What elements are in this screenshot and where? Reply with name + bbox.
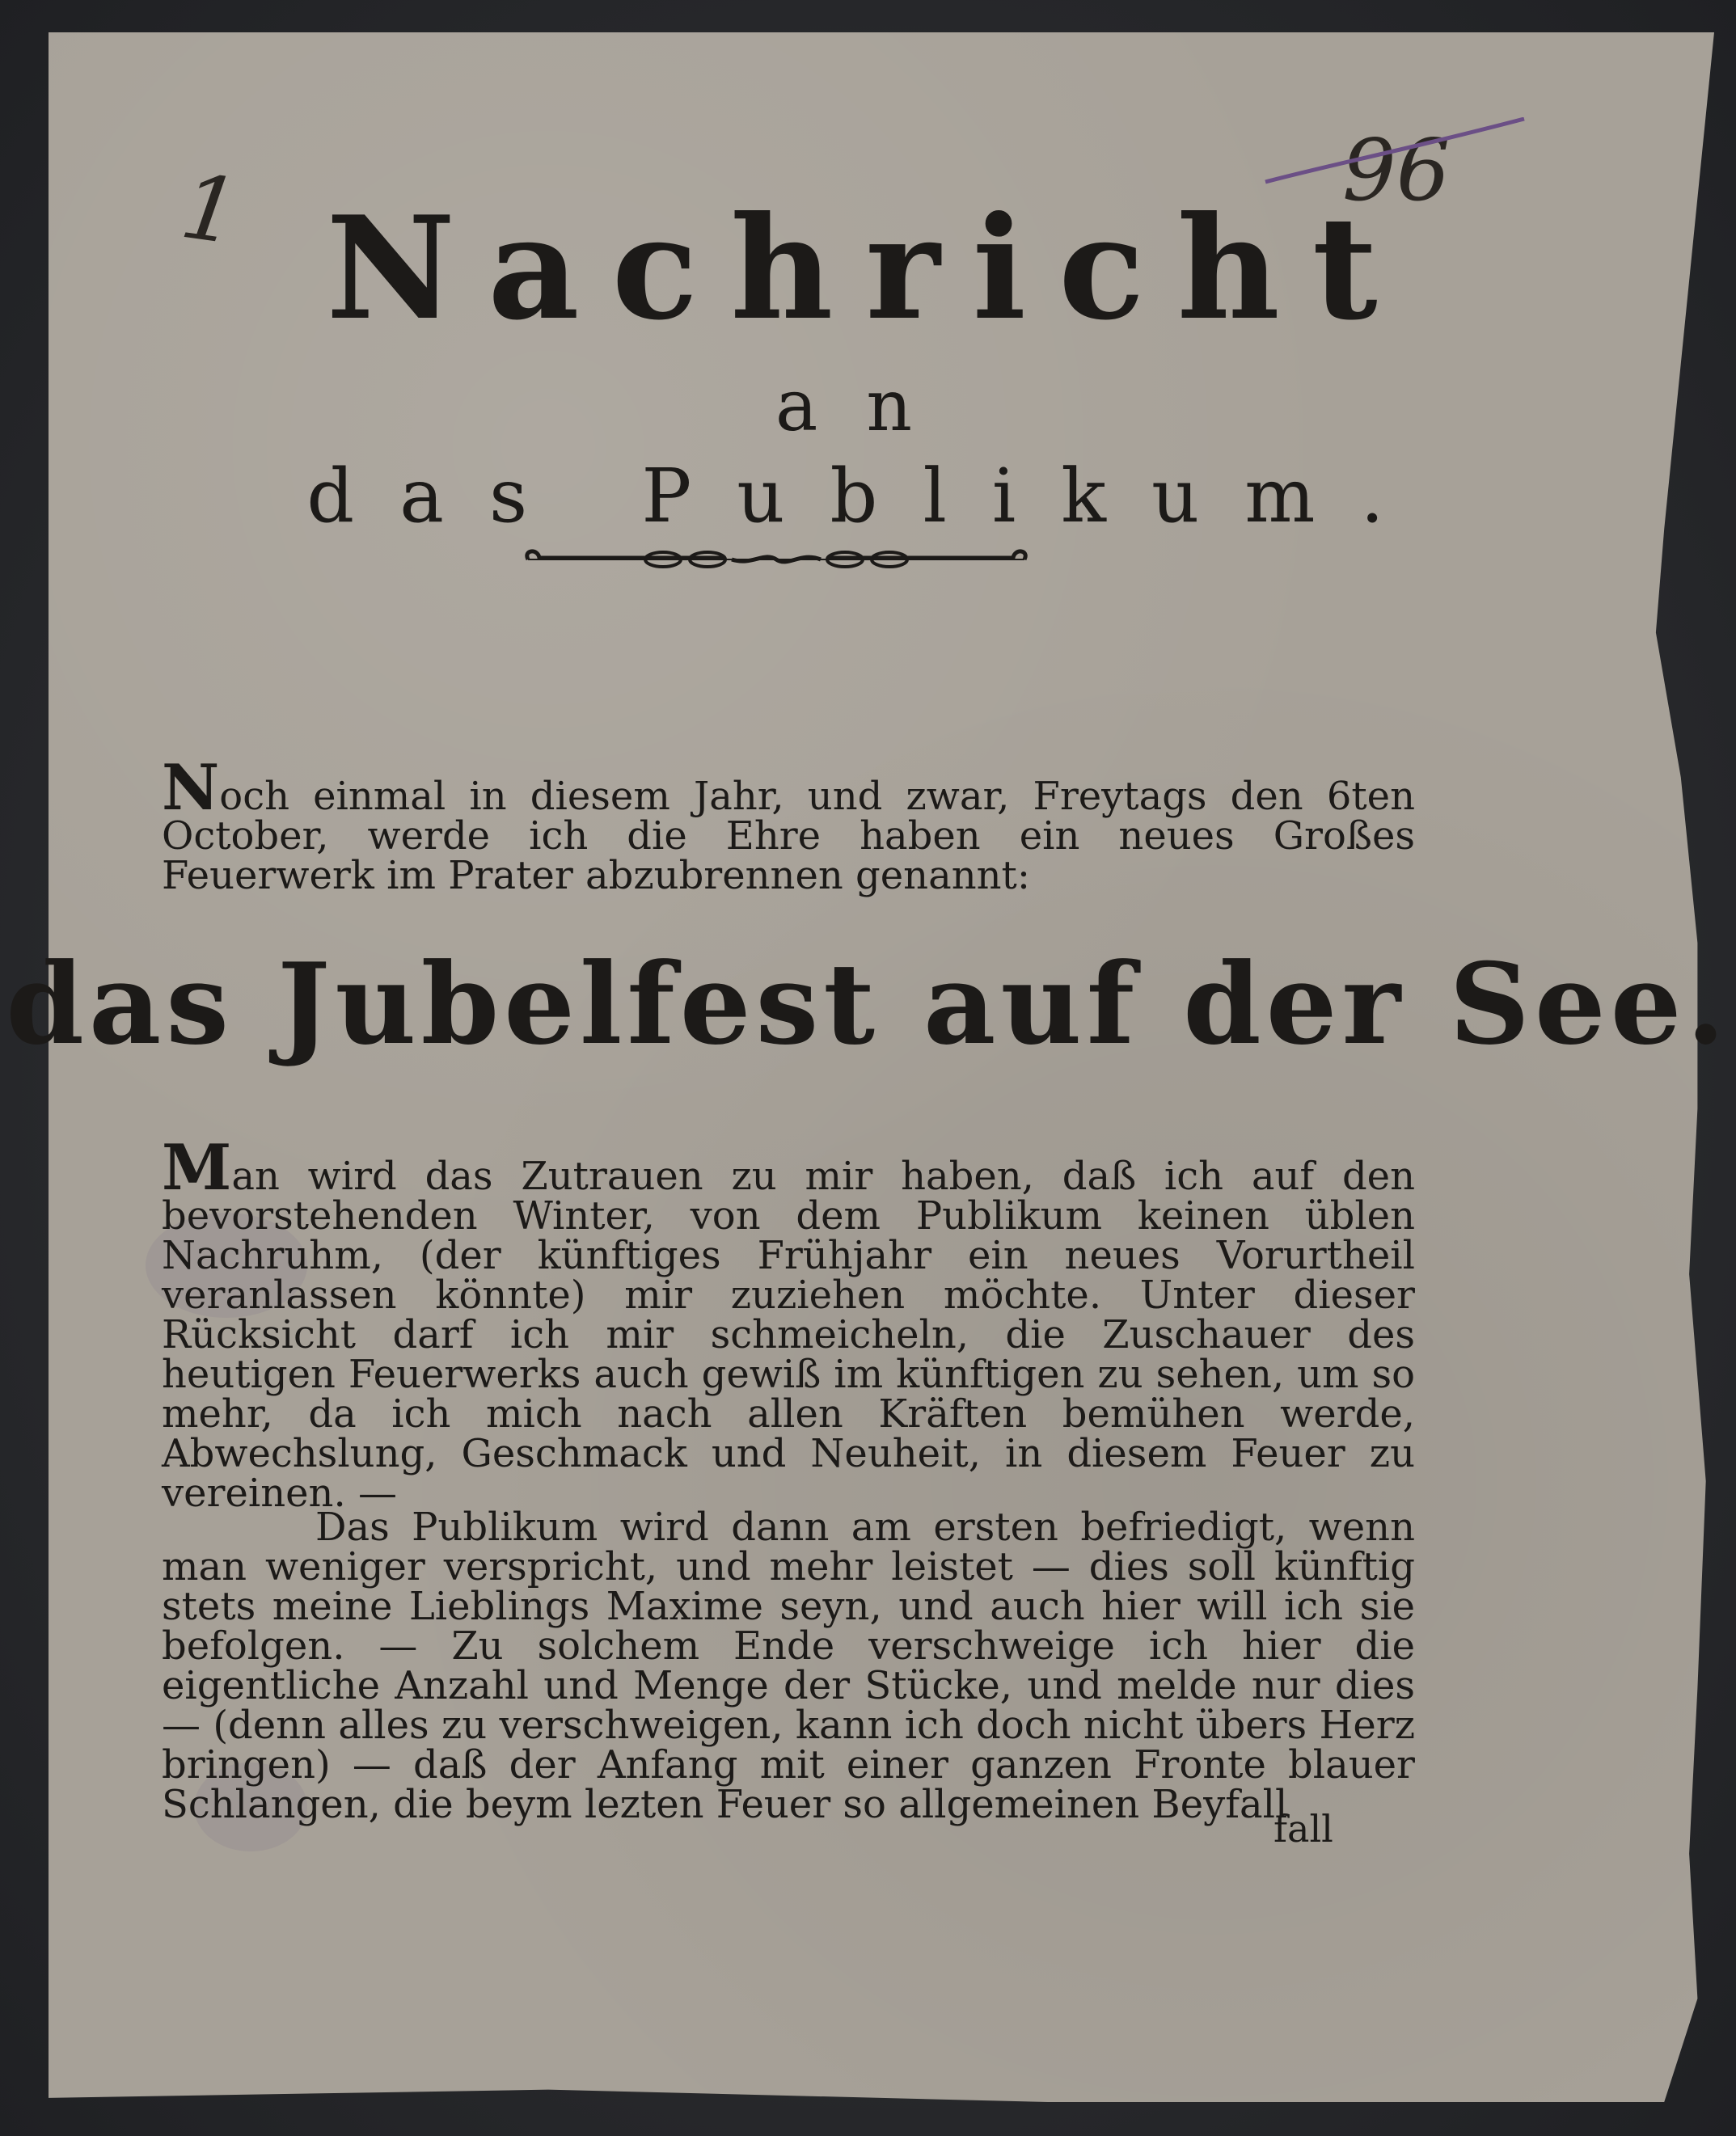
catchword: fall xyxy=(1273,1807,1333,1851)
body-paragraph: Das Publikum wird dann am ersten befriedigt, wenn man weniger verspricht, und mehr leistet — dies soll künftig stets meine Lieblings Maxime seyn, und auch hier will ich sie befolgen. — Zu solchem Ende verschweige ich hier die eigentliche Anzahl und Menge der Stücke, und melde nur dies — (denn alles zu verschweigen, kann ich doch nicht übers Herz bringen) — daß der Anfang mit einer ganzen Fronte blauer Schlangen, die beym lezten Feuer so allgemeinen Beyfall xyxy=(162,1505,1415,1827)
body-paragraph xyxy=(162,1131,1415,1516)
ornamental-divider xyxy=(522,542,1031,577)
catalog-number: 96 xyxy=(1342,121,1451,220)
dropcap: M xyxy=(162,1131,232,1205)
page-number: 1 xyxy=(175,154,246,265)
paragraph-text: an wird das Zutrauen zu mir haben, daß ich auf den bevorstehenden Winter, von dem Publikum keinen üblen Nachruhm, (der künftiges Frühjahr ein neues Vorurtheil veranlassen könnte) mir zuziehen möchte. Unter dieser Rücksicht darf ich mir schmeicheln, die Zuschauer des heutigen Feuerwerks auch gewiß im künftigen zu sehen, um so mehr, da ich mich nach allen Kräften bemühen werde, Abwechslung, Geschmack und Neuheit, in diesem Feuer zu vereinen. — xyxy=(162,1154,1415,1516)
intro-paragraph xyxy=(162,751,1415,898)
subtitle-line: an xyxy=(775,364,961,447)
headline: das Jubelfest auf der See. xyxy=(6,938,1730,1070)
dropcap: N xyxy=(162,751,220,825)
intro-text: och einmal in diesem Jahr, und zwar, Freytags den 6ten October, werde ich die Ehre haben ein neues Großes Feuerwerk im Prater abzubrennen genannt: xyxy=(162,774,1415,898)
page-title: Nachricht xyxy=(326,186,1410,352)
subtitle-line: das Publikum. xyxy=(306,453,1430,539)
